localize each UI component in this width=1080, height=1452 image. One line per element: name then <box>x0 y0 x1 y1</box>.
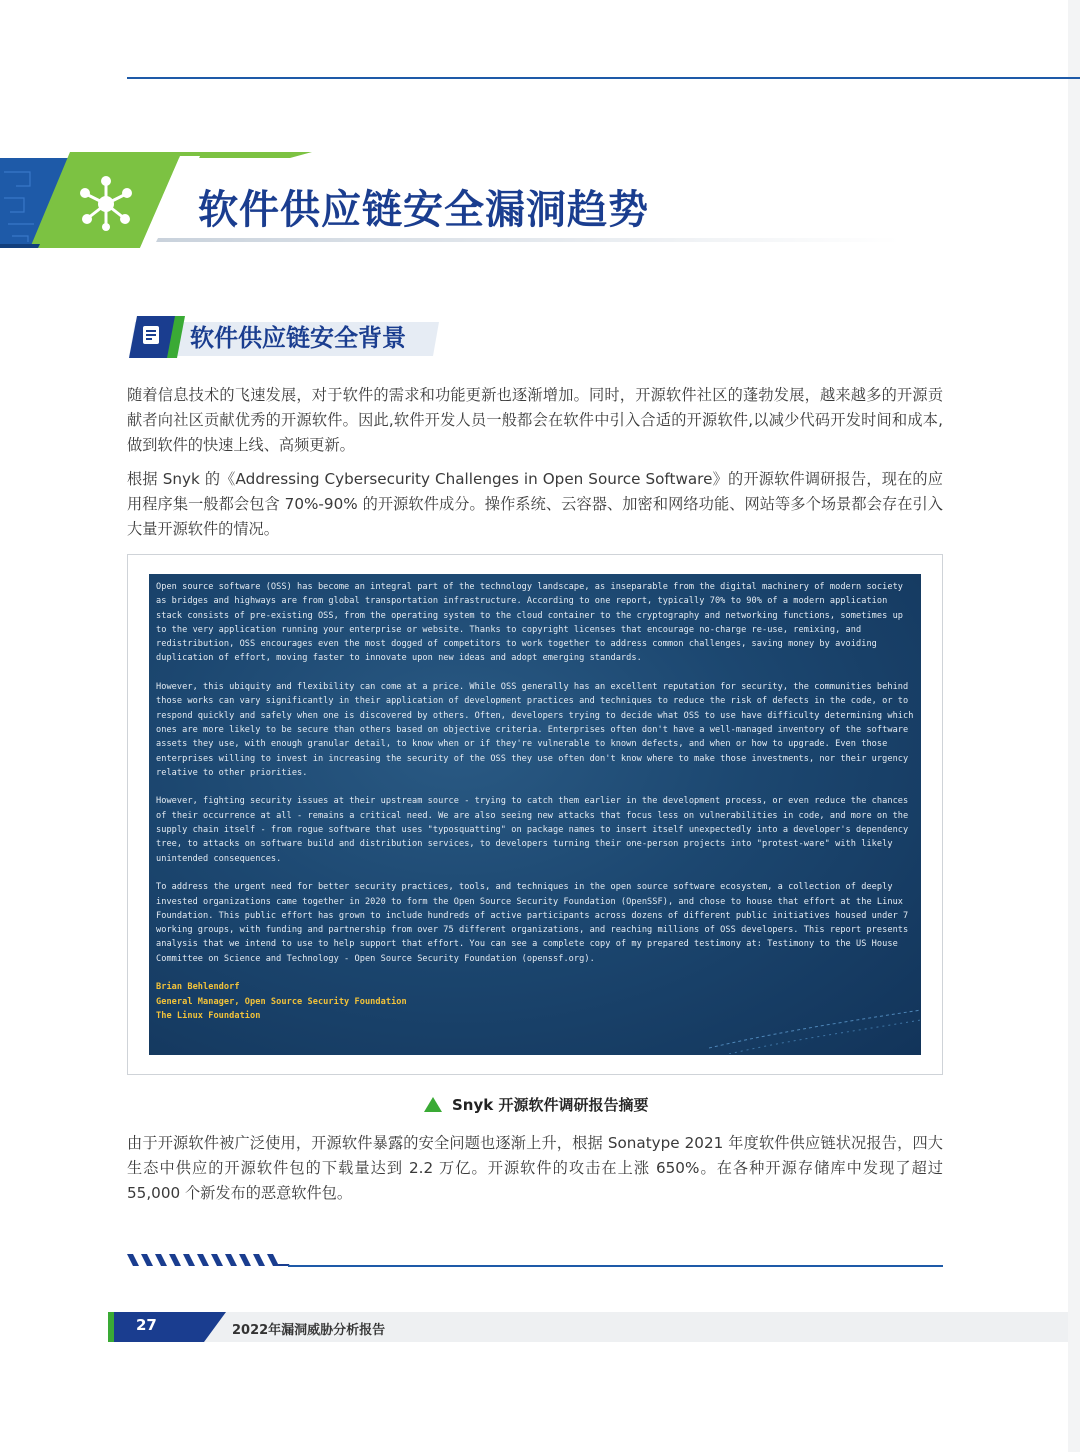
quote-text <box>156 580 914 1023</box>
signature-role: General Manager, Open Source Security Foundation <box>156 996 407 1007</box>
quote-paragraph: Open source software (OSS) has become an integral part of the technology landscape, as inseparable from the digital machinery of modern society as bridges and highways are from global transportation infrastructure. According to one report, typically 70% to 90% of a modern application stack consists of pre-existing OSS, from the operating system to the cloud container to the cryptography and networking functions, sometimes up to the very application running your enterprise or website. Thanks to copyright licenses that encourage no-charge re-use, remixing, and redistribution, OSS encourages even the most dogged of competitors to work together to address common challenges, saving money by avoiding duplication of effort, moving faster to innovate upon new ideas and adopt emerging standards. <box>156 582 904 664</box>
signature-org: The Linux Foundation <box>156 1010 261 1021</box>
figure-caption <box>424 1092 648 1116</box>
quote-signature <box>156 980 914 1023</box>
stripe-decoration <box>127 1252 297 1268</box>
quote-paragraph: However, fighting security issues at their upstream source - trying to catch them earlier in the development process, or even reduce the chances of their occurrence at all - remains a critical need. We are also seeing new attacks that focus less on vulnerabilities in code, and more on the supply chain itself - from rogue software that uses "typosquatting" on package names to insert itself unexpectedly into a developer's dependency tree, to attacks on software build and distribution services, to developers turning their one-person projects into "protest-ware" with likely unintended consequences. <box>156 796 909 864</box>
page-number-badge <box>108 1312 228 1342</box>
network-nodes-icon <box>74 172 138 236</box>
caption-text: Snyk 开源软件调研报告摘要 <box>452 1095 649 1114</box>
header-rule <box>127 77 1080 79</box>
bottom-rule <box>288 1265 943 1267</box>
report-title: 2022年漏洞威胁分析报告 <box>232 1323 386 1338</box>
quote-paragraph: To address the urgent need for better security practices, tools, and techniques in the open source software ecosystem, a collection of deeply invested organizations came together in 2020 to form the Open Source Security Foundation (OpenSSF), and chose to house that effort at the Linux Foundation. This public effort has grown to include hundreds of active participants across dozens of different public initiatives housed under 7 working groups, with funding and partnership from over 75 different organizations, and reaching millions of OSS developers. This report presents analysis that we intend to use to help support that effort. You can see a complete copy of my prepared testimony at: Testimony to the US House Committee on Science and Technology - Open Source Security Foundation (openssf.org). <box>156 882 909 964</box>
page-number: 27 <box>136 1316 157 1334</box>
document-icon <box>140 324 162 346</box>
quote-figure <box>149 574 921 1055</box>
section-title: 软件供应链安全背景 <box>190 324 406 352</box>
sonatype-paragraph: 由于开源软件被广泛使用，开源软件暴露的安全问题也逐渐上升，根据 Sonatype 2021 年度软件供应链状况报告，四大生态中供应的开源软件包的下载量达到 2.2 万亿。开源软件的攻击在上涨 650%。在各种开源存储库中发现了超过 55,000 个新发布的恶意软件包。 <box>127 1134 943 1202</box>
intro-paragraph: 随着信息技术的飞速发展，对于软件的需求和功能更新也逐渐增加。同时，开源软件社区的蓬勃发展，越来越多的开源贡献者向社区贡献优秀的开源软件。因此,软件开发人员一般都会在软件中引入合适的开源软件,以减少代码开发时间和成本,做到软件的快速上线、高频更新。 <box>127 386 943 454</box>
chapter-title: 软件供应链安全漏洞趋势 <box>198 187 649 233</box>
snyk-paragraph: 根据 Snyk 的《Addressing Cybersecurity Challenges in Open Source Software》的开源软件调研报告，现在的应用程序集一般都会包含 70%-90% 的开源软件成分。操作系统、云容器、加密和网络功能、网站等多个场景都会存在引入大量开源软件的情况。 <box>127 470 943 538</box>
quote-paragraph: However, this ubiquity and flexibility can come at a price. While OSS generally has an excellent reputation for security, the communities behind those works can vary significantly in their application of development practices and techniques to reduce the risk of defects in the code, or to respond quickly and safely when one is discovered by others. Often, developers trying to decide what OSS to use have difficulty determining which ones are more likely to be secure than others based on objective criteria. Enterprises often don't have a well-managed inventory of the software assets they use, with enough granular detail, to know when or if they're vulnerable to known defects, and when or how to upgrade. Even those enterprises willing to invest in increasing the security of the OSS they use often don't know where to make those investments, nor their urgency relative to other priorities. <box>156 682 914 778</box>
signature-name: Brian Behlendorf <box>156 982 240 993</box>
triangle-icon <box>424 1097 442 1112</box>
